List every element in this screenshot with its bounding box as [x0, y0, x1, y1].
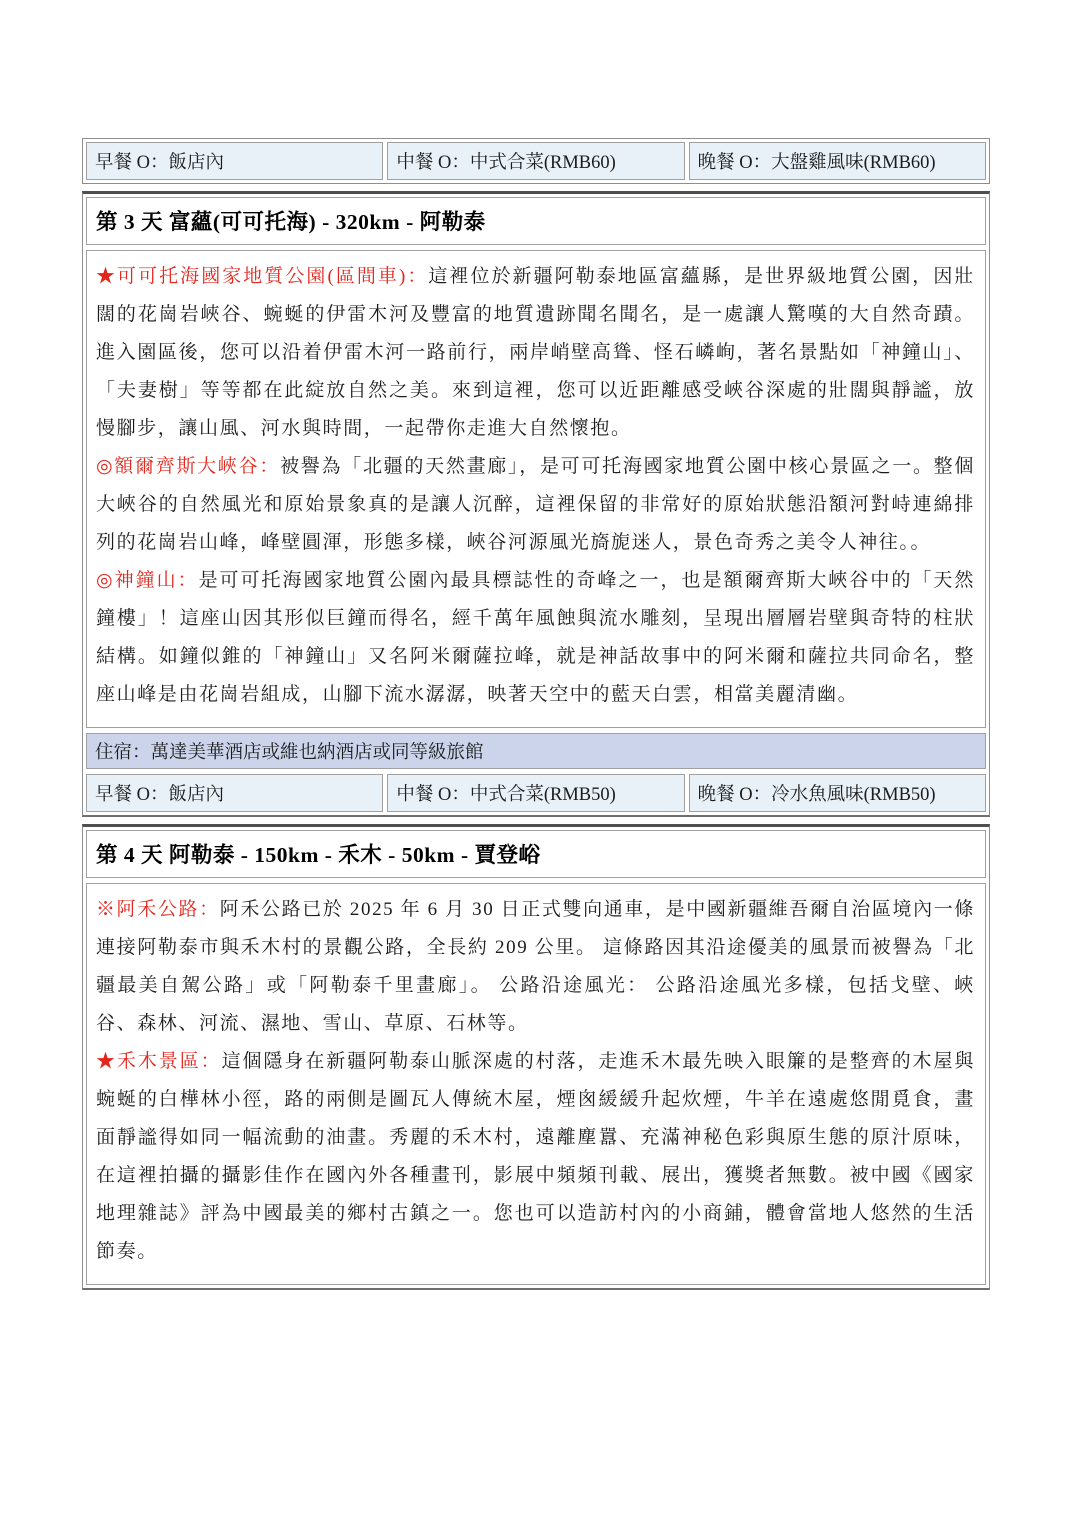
- day4-title: 第 4 天 阿勒泰 - 150km - 禾木 - 50km - 賈登峪: [86, 830, 986, 878]
- day2-meals-row: [86, 142, 986, 180]
- day3-lunch-cell: 中餐 O：中式合菜(RMB50): [387, 774, 684, 812]
- day2-dinner-cell: 晚餐 O：大盤雞風味(RMB60): [689, 142, 986, 180]
- poi-paragraph-koktokay-park: [96, 258, 975, 448]
- poi-body: 這個隱身在新疆阿勒泰山脈深處的村落，走進禾木最先映入眼簾的是整齊的木屋與蜿蜒的白樺林小徑，路的兩側是圖瓦人傳統木屋，煙囪緩緩升起炊煙，牛羊在遠處悠閒覓食，畫面靜謐得如同一幅流動的油畫。秀麗的禾木村，遠離塵囂、充滿神秘色彩與原生態的原汁原味，在這裡拍攝的攝影佳作在國內外各種畫刊，影展中頻頻刊載、展出，獲獎者無數。被中國《國家地理雜誌》評為中國最美的鄉村古鎮之一。您也可以造訪村內的小商鋪，體會當地人悠然的生活節奏。: [96, 1051, 975, 1262]
- poi-heading: ◎神鐘山：: [96, 570, 199, 591]
- poi-paragraph-irtysh-canyon: [96, 448, 975, 562]
- day2-meals-table: [82, 138, 990, 184]
- poi-paragraph-ahe-highway: [96, 891, 975, 1043]
- day3-dinner-cell: 晚餐 O：冷水魚風味(RMB50): [689, 774, 986, 812]
- day2-breakfast-cell: 早餐 O：飯店內: [86, 142, 383, 180]
- day2-lunch-cell: 中餐 O：中式合菜(RMB60): [387, 142, 684, 180]
- poi-paragraph-bell-mountain: [96, 562, 975, 714]
- day4-section: [82, 824, 990, 1290]
- day4-content: [86, 883, 986, 1285]
- poi-heading: ※阿禾公路：: [96, 899, 220, 920]
- day3-content: [86, 250, 986, 728]
- day3-hotel-row: 住宿：萬達美華酒店或維也納酒店或同等級旅館: [86, 733, 986, 769]
- day3-breakfast-cell: 早餐 O：飯店內: [86, 774, 383, 812]
- poi-heading: ◎額爾齊斯大峽谷：: [96, 456, 281, 477]
- poi-heading: ★可可托海國家地質公園(區間車)：: [96, 266, 429, 287]
- day3-title: 第 3 天 富蘊(可可托海) - 320km - 阿勒泰: [86, 197, 986, 245]
- itinerary-page: [82, 0, 990, 1290]
- poi-body: 是可可托海國家地質公園內最具標誌性的奇峰之一，也是額爾齊斯大峽谷中的「天然鐘樓」！這座山因其形似巨鐘而得名，經千萬年風蝕與流水雕刻，呈現出層層岩壁與奇特的柱狀結構。如鐘似錐的「神鐘山」又名阿米爾薩拉峰，就是神話故事中的阿米爾和薩拉共同命名，整座山峰是由花崗岩組成，山腳下流水潺潺，映著天空中的藍天白雲，相當美麗清幽。: [96, 570, 975, 705]
- poi-paragraph-hemu-village: [96, 1043, 975, 1271]
- poi-heading: ★禾木景區：: [96, 1051, 222, 1072]
- poi-body: 阿禾公路已於 2025 年 6 月 30 日正式雙向通車，是中國新疆維吾爾自治區境內一條連接阿勒泰市與禾木村的景觀公路，全長約 209 公里。 這條路因其沿途優美的風景而被譽為「北疆最美自駕公路」或「阿勒泰千里畫廊」。 公路沿途風光： 公路沿途風光多樣，包括戈壁、峽谷、森林、河流、濕地、雪山、草原、石林等。: [96, 899, 975, 1034]
- day3-meals-row: [86, 774, 986, 812]
- poi-body: 被譽為「北疆的天然畫廊」，是可可托海國家地質公園中核心景區之一。整個大峽谷的自然風光和原始景象真的是讓人沉醉，這裡保留的非常好的原始狀態沿額河對峙連綿排列的花崗岩山峰，峰壁圓渾，形態多樣，峽谷河源風光旖旎迷人，景色奇秀之美令人神往。。: [96, 456, 975, 553]
- day3-section: [82, 191, 990, 817]
- poi-body: 這裡位於新疆阿勒泰地區富蘊縣，是世界級地質公園，因壯闊的花崗岩峽谷、蜿蜒的伊雷木河及豐富的地質遺跡聞名聞名，是一處讓人驚嘆的大自然奇蹟。進入園區後，您可以沿着伊雷木河一路前行，兩岸峭壁高聳、怪石嶙峋，著名景點如「神鐘山」、「夫妻樹」等等都在此綻放自然之美。來到這裡，您可以近距離感受峽谷深處的壯闊與靜謐，放慢腳步，讓山風、河水與時間，一起帶你走進大自然懷抱。: [96, 266, 975, 439]
